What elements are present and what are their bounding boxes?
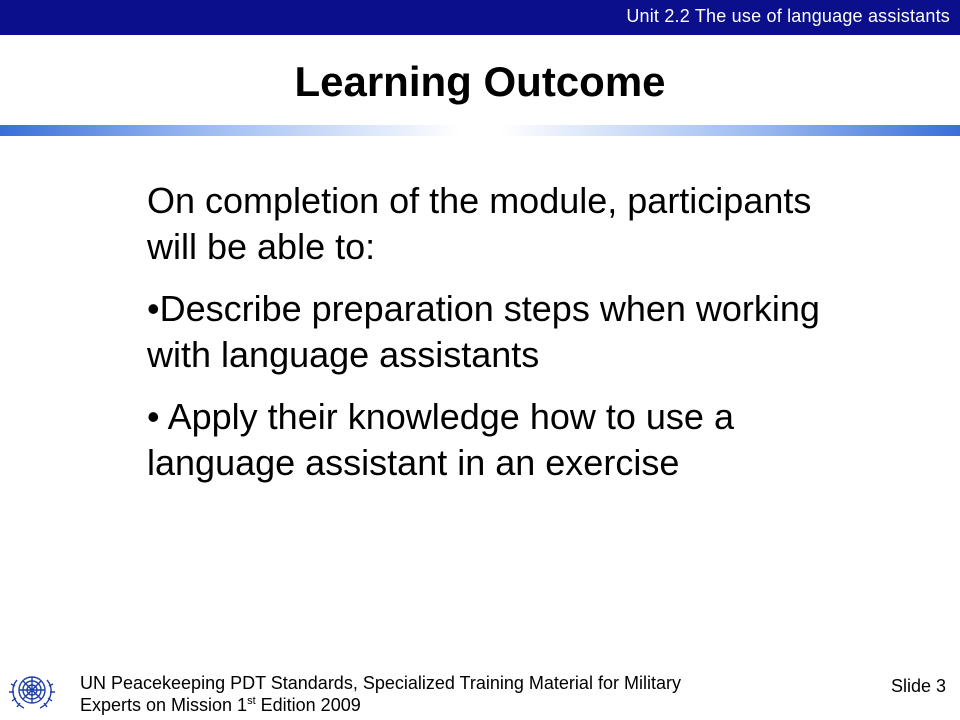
footer-line-2-post: Edition 2009: [255, 695, 361, 715]
ordinal-suffix: st: [247, 695, 256, 707]
bullet-item: • Apply their knowledge how to use a language assistant in an exercise: [147, 396, 734, 483]
slide-title: Learning Outcome: [294, 58, 666, 105]
footer-citation: [80, 672, 681, 716]
un-emblem-icon: [6, 668, 58, 712]
unit-label: Unit 2.2 The use of language assistants: [626, 6, 950, 26]
title-divider: [0, 125, 960, 136]
slide-number: Slide 3: [890, 676, 946, 696]
bullet-item: •Describe preparation steps when working with language assistants: [147, 288, 820, 375]
footer-line-2-pre: Experts on Mission 1: [80, 695, 248, 715]
slide-body: [147, 178, 847, 502]
footer-line-1: UN Peacekeeping PDT Standards, Specialized Training Material for Military: [80, 673, 681, 693]
footer-line-2: [80, 694, 681, 716]
header-bar: [0, 0, 960, 35]
intro-text: On completion of the module, participants will be able to:: [147, 180, 812, 267]
